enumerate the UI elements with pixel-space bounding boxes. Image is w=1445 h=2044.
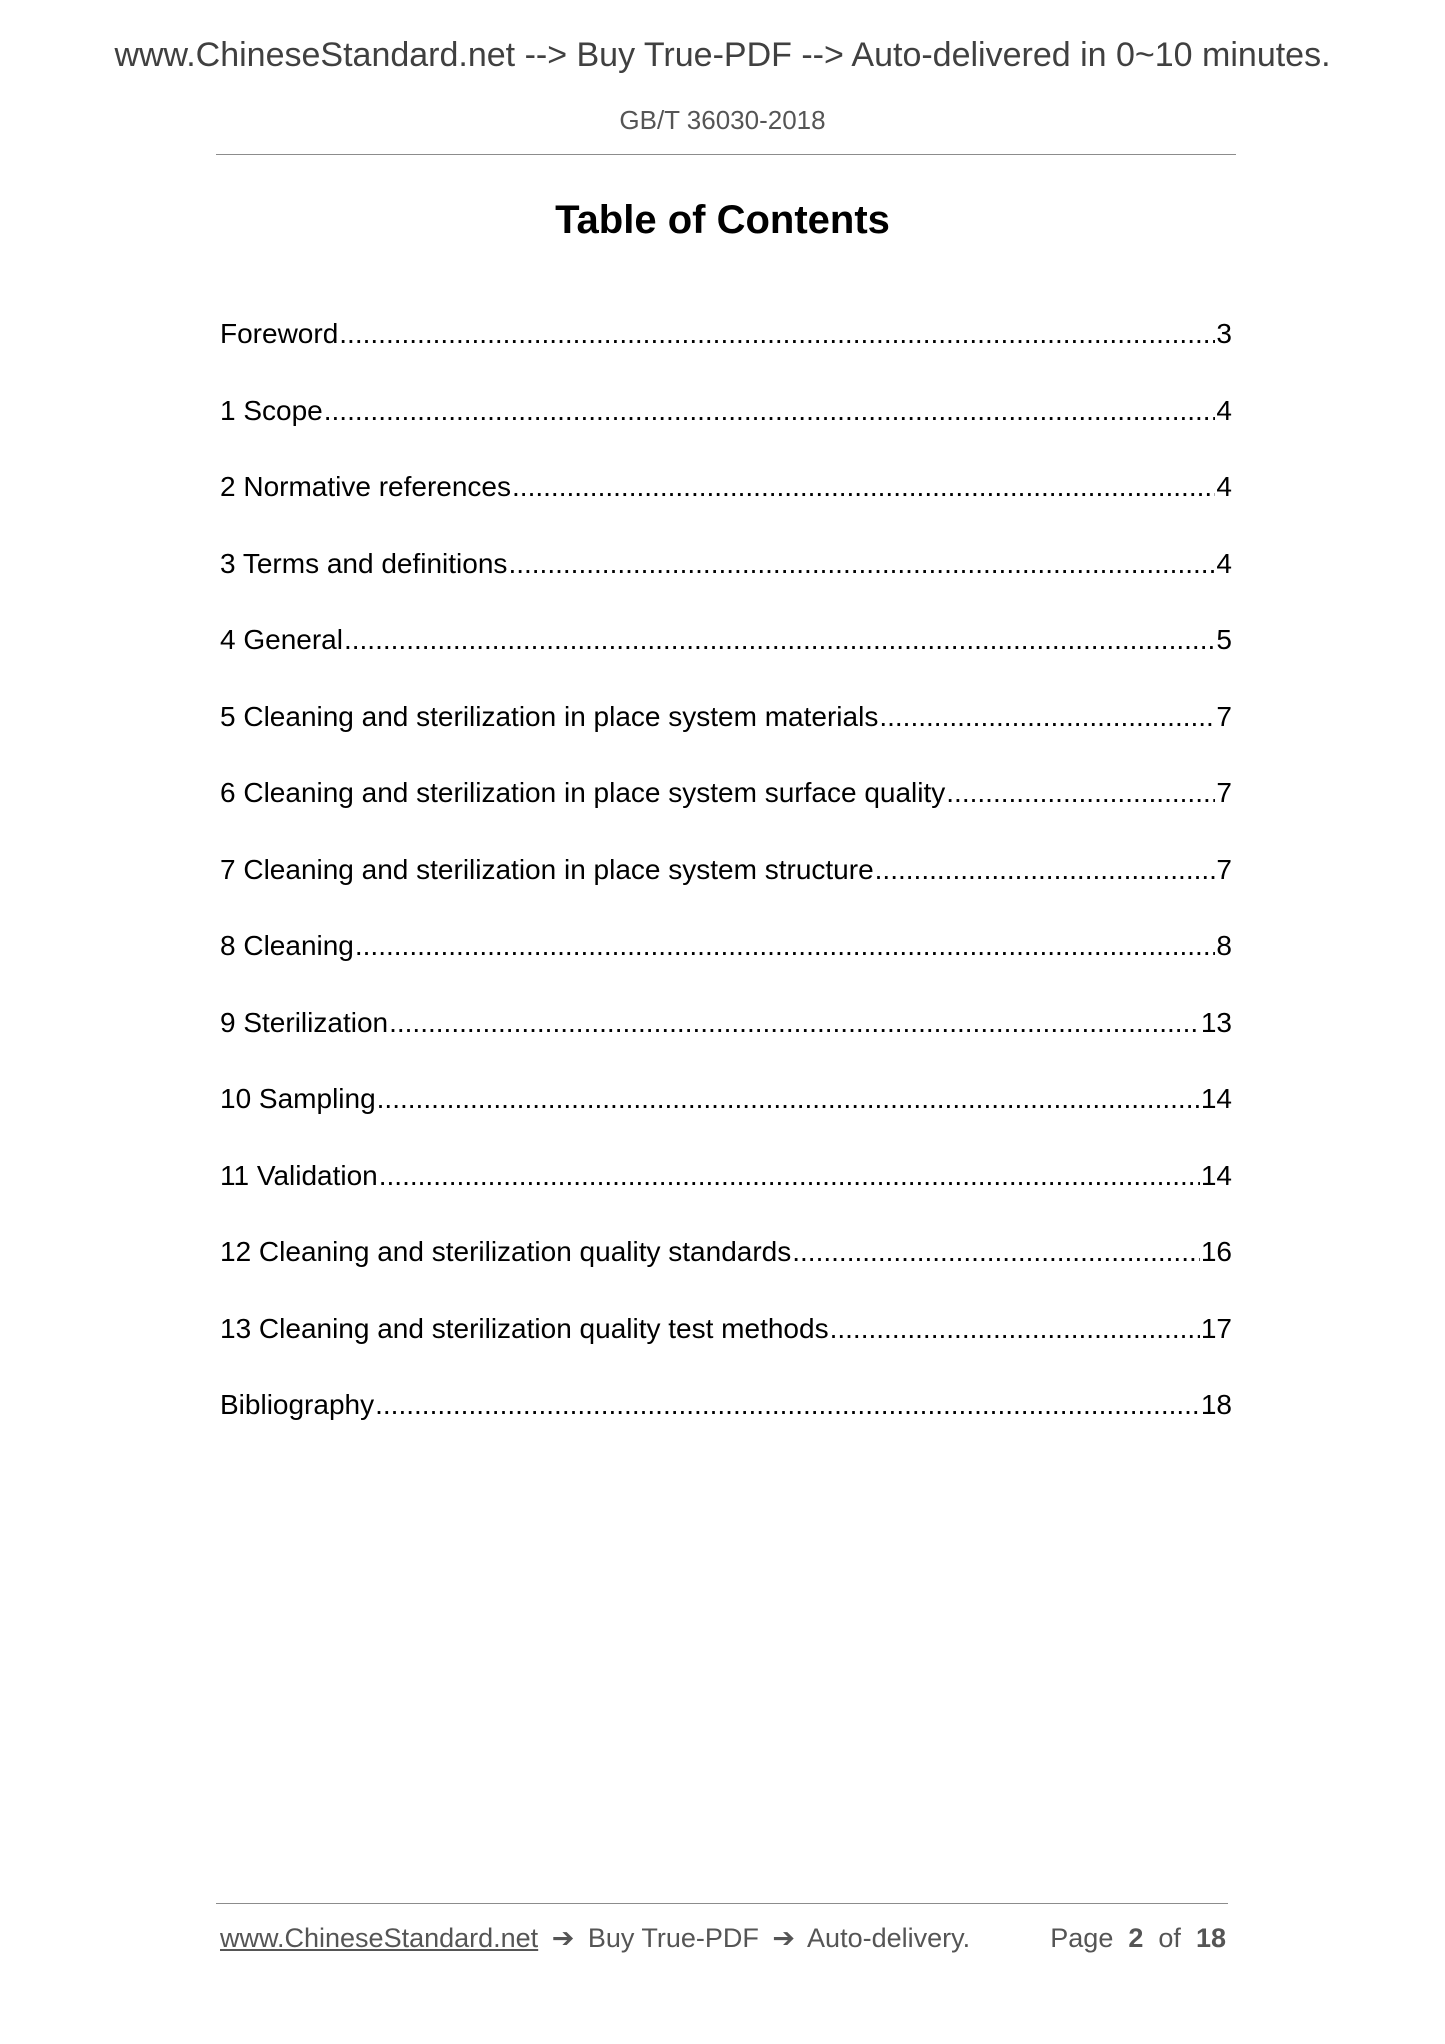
right-arrow-icon: ➔ (551, 1923, 575, 1953)
toc-entry[interactable] (220, 854, 1232, 931)
toc-entry[interactable] (220, 1083, 1232, 1160)
toc-entry[interactable] (220, 1160, 1232, 1237)
toc-dot-leader (339, 318, 1215, 350)
toc-entry-label: 12 Cleaning and sterilization quality standards (220, 1236, 792, 1267)
toc-entry[interactable] (220, 624, 1232, 701)
toc-entry-label: 7 Cleaning and sterilization in place system structure (220, 853, 874, 885)
toc-dot-leader (379, 1160, 1200, 1192)
toc-entry-page: 14 (1200, 1159, 1232, 1191)
footer-divider (216, 1903, 1228, 1904)
toc-entry-label: 10 Sampling (220, 1083, 376, 1114)
toc-dot-leader (344, 624, 1215, 656)
total-pages-number: 18 (1195, 1923, 1226, 1953)
of-word: of (1158, 1923, 1181, 1953)
right-arrow-icon: ➔ (772, 1923, 796, 1953)
footer-left (220, 1923, 970, 1954)
toc-entry[interactable] (220, 930, 1232, 1007)
toc-dot-leader (508, 548, 1215, 580)
toc-entry-page: 5 (1216, 624, 1232, 655)
chinesestandard-link[interactable]: www.ChineseStandard.net (220, 1923, 539, 1953)
toc-entry-label: 8 Cleaning (220, 930, 354, 961)
toc-entry[interactable] (220, 318, 1232, 395)
toc-entry[interactable] (220, 701, 1232, 778)
page-footer (220, 1923, 1226, 1963)
current-page-number: 2 (1128, 1923, 1144, 1953)
toc-dot-leader (377, 1083, 1200, 1115)
toc-entry-page: 7 (1216, 777, 1232, 808)
toc-dot-leader (355, 930, 1216, 962)
toc-dot-leader (324, 395, 1216, 427)
page-number (1050, 1923, 1226, 1954)
toc-entry-page: 18 (1200, 1389, 1232, 1420)
toc-entry-page: 7 (1216, 700, 1232, 732)
footer-buy-text: Buy True-PDF (587, 1923, 759, 1953)
footer-delivery-text: Auto-delivery. (807, 1923, 971, 1953)
toc-entry-label: 1 Scope (220, 394, 323, 426)
toc-entry-page: 14 (1200, 1083, 1232, 1114)
page-word: Page (1050, 1923, 1114, 1953)
toc-entry-page: 16 (1200, 1236, 1232, 1267)
toc-entry-label: 5 Cleaning and sterilization in place system materials (220, 700, 879, 732)
toc-entry-label: 6 Cleaning and sterilization in place system surface quality (220, 777, 946, 808)
toc-entry-page: 17 (1200, 1312, 1232, 1344)
toc-entry-page: 4 (1216, 394, 1232, 426)
toc-entry-label: 3 Terms and definitions (220, 547, 508, 579)
header-divider (216, 154, 1236, 155)
toc-dot-leader (389, 1007, 1200, 1039)
toc-entry[interactable] (220, 1007, 1232, 1084)
toc-entry[interactable] (220, 1389, 1232, 1466)
toc-entry-label: Foreword (220, 318, 339, 349)
toc-dot-leader (946, 777, 1215, 809)
toc-entry-label: 9 Sterilization (220, 1006, 389, 1038)
toc-entry-page: 7 (1216, 853, 1232, 885)
toc-dot-leader (879, 701, 1215, 733)
table-of-contents (220, 318, 1232, 1466)
toc-entry[interactable] (220, 1313, 1232, 1390)
document-code: GB/T 36030-2018 (619, 105, 826, 135)
toc-entry[interactable] (220, 548, 1232, 625)
toc-entry-label: 4 General (220, 624, 343, 655)
toc-dot-leader (792, 1236, 1200, 1268)
toc-dot-leader (830, 1313, 1200, 1345)
toc-dot-leader (512, 471, 1215, 503)
toc-title: Table of Contents (555, 198, 890, 242)
toc-dot-leader (375, 1389, 1200, 1421)
header-banner: www.ChineseStandard.net --> Buy True-PDF --> Auto-delivered in 0~10 minutes. (114, 36, 1331, 74)
toc-entry-page: 3 (1216, 318, 1232, 349)
toc-entry-page: 4 (1216, 471, 1232, 502)
toc-entry-label: 13 Cleaning and sterilization quality test methods (220, 1312, 829, 1344)
toc-entry-label: Bibliography (220, 1389, 375, 1420)
toc-entry[interactable] (220, 471, 1232, 548)
toc-entry-label: 2 Normative references (220, 471, 512, 502)
toc-entry[interactable] (220, 395, 1232, 472)
toc-dot-leader (875, 854, 1216, 886)
toc-entry-page: 4 (1216, 547, 1232, 579)
toc-entry-label: 11 Validation (220, 1159, 378, 1191)
toc-entry-page: 8 (1216, 930, 1232, 961)
toc-entry[interactable] (220, 1236, 1232, 1313)
toc-entry[interactable] (220, 777, 1232, 854)
toc-entry-page: 13 (1200, 1006, 1232, 1038)
